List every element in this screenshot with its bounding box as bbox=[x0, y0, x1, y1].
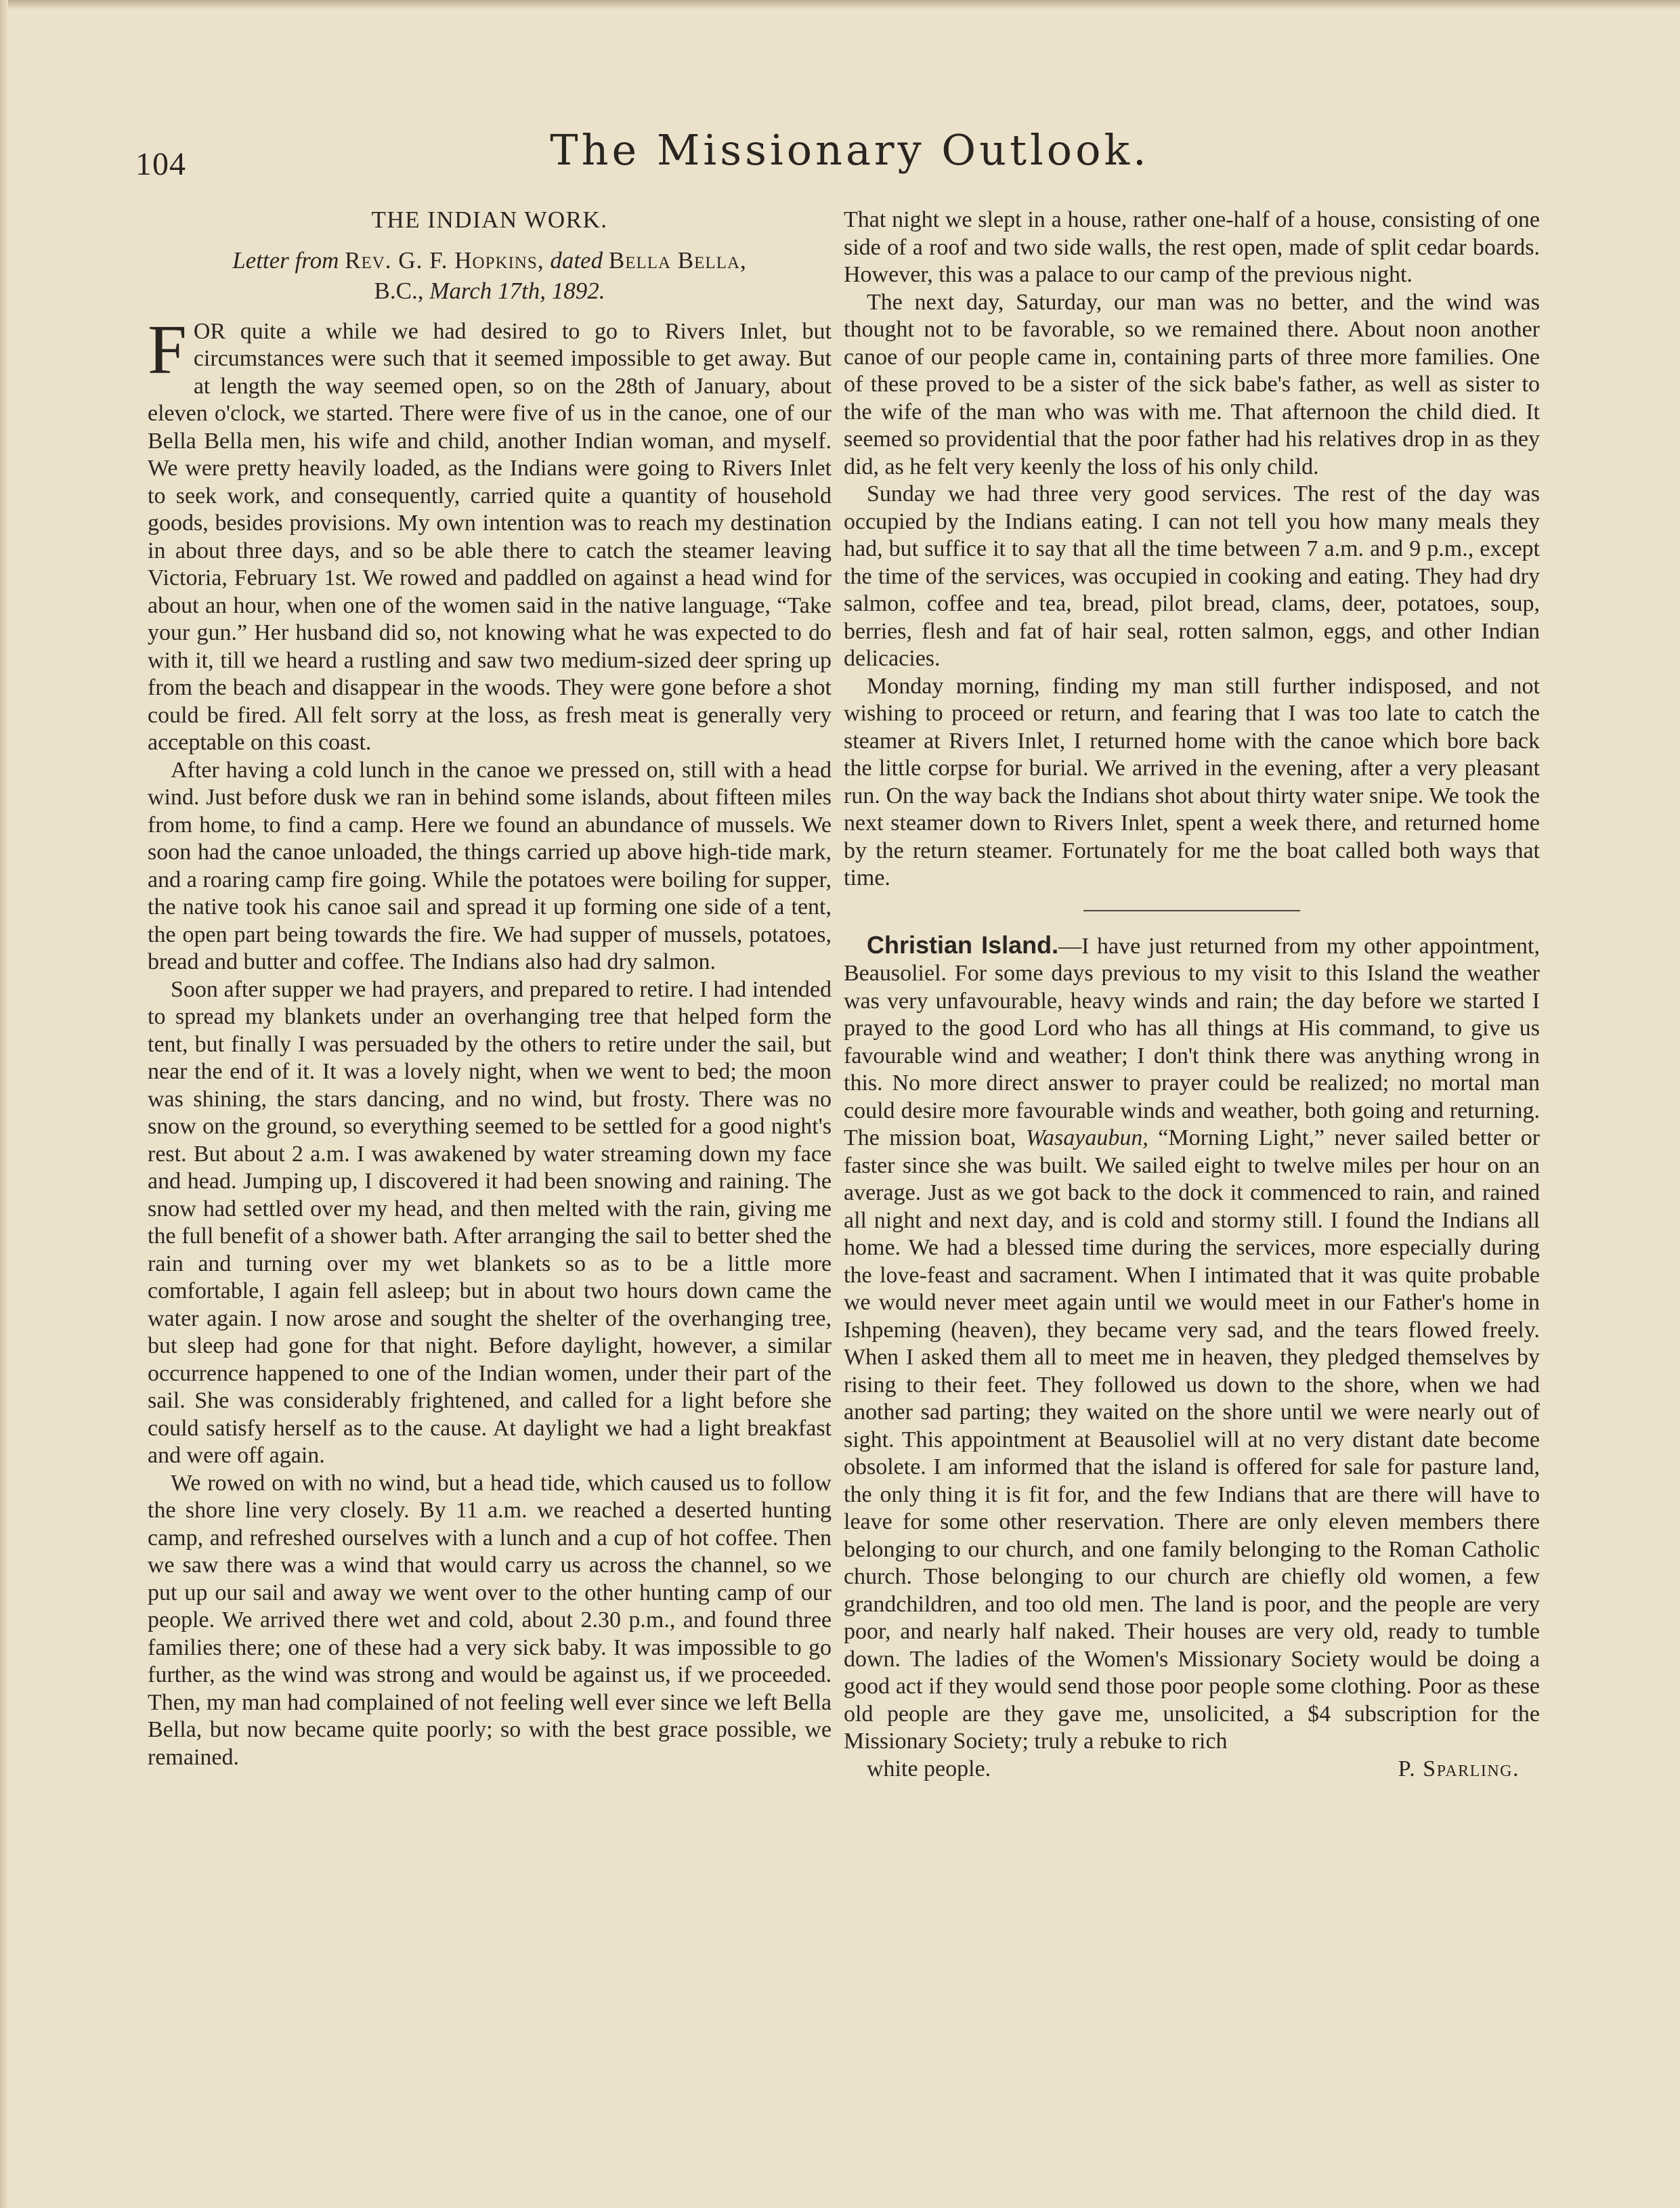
page-edge-shadow bbox=[0, 0, 1680, 9]
letter-province: B.C., bbox=[374, 277, 424, 304]
dated-label: dated bbox=[550, 246, 603, 274]
christian-island-heading: Christian Island. bbox=[867, 930, 1059, 959]
paragraph-text: OR quite a while we had desired to go to Rivers Inlet, but circumstances were such that it seemed impossible to get away. But at length the way seemed open, so on the 28th of January, about eleven o'clock, we started. There were five of us in the canoe, one of our Bella Bella men, his wife and child, another Indian woman, and myself. We were pretty heavily loaded, as the Indians were going to Rivers Inlet to seek work, and consequently, carried quite a quantity of household goods, besides provisions. My own intention was to reach my destination in about three days, and so be able there to catch the steamer leaving Victoria, February 1st. We rowed and paddled on against a head wind for about an hour, when one of the women said in the native language, “Take your gun.” Her husband did so, not knowing what he was expected to do with it, till we heard a rustling and saw two medium-sized deer spring up from the beach and disappear in the woods. They were gone before a shot could be fired. All felt sorry at the loss, as fresh meat is generally very acceptable on this coast. bbox=[148, 318, 832, 755]
page-number: 104 bbox=[135, 146, 186, 182]
paragraph-text: “Morning Light,” never sailed better or faster since she was built. We sailed eight to twelve miles per hour on an average. Just as we got back to the dock it commenced to rain, and rained all night and next day, and is cold and stormy still. I found the Indians all home. We had a blessed time during the services, more especially during the love-feast and sacrament. When I intimated that it was quite probable we would never meet again until we would meet in our Father's home in Ishpeming (heaven), they became very sad, and the tears flowed freely. When I asked them all to meet me in heaven, they pledged themselves by rising to their feet. They followed us down to the shore, when we had another sad parting; they waited on the shore until we were nearly out of sight. This appointment at Beausoliel will at no very distant date become obsolete. I am informed that the island is offered for sale for pasture land, the only thing it is fit for, and the few Indians that are there will have to leave for some other reservation. There are only eleven members there belonging to our church, and one family belonging to the Roman Catholic church. Those belonging to our church are chiefly old women, a few grandchildren, and too old men. The land is poor, and the people are very poor, and nearly half naked. Their houses are very old, ready to tumble down. The ladies of the Women's Missionary Society would be doing a good act if they would send those poor people some clothing. Poor as these old people are they gave me, unsolicited, a $4 subscription for the Missionary Society; truly a rebuke to rich bbox=[844, 1125, 1541, 1754]
paragraph bbox=[148, 310, 832, 757]
section-divider bbox=[1083, 910, 1300, 911]
paragraph: Soon after supper we had prayers, and prepared to retire. I had intended to spread my blankets under an overhanging tree that helped form the tent, but finally I was persuaded by the others to retire under the sail, but near the end of it. It was a lovely night, when we went to bed; the moon was shining, the stars dancing, and no wind, but frosty. There was no snow on the ground, so everything seemed to be settled for a good night's rest. But about 2 a.m. I was awakened by water streaming down my face and head. Jumping up, I discovered it had been snowing and raining. The snow had settled over my head, and then melted with the rain, giving me the full benefit of a shower bath. After arranging the sail to better shed the rain and turning over my wet blankets so as to be a little more comfortable, I again fell asleep; but in about two hours down came the water again. I now arose and sought the shelter of the overhanging tree, but sleep had gone for that night. Before daylight, however, a similar occurrence happened to one of the Indian women, under their part of the sail. She was considerably frightened, and called for a light before she could satisfy herself as to the cause. At daylight we had a light breakfast and were off again. bbox=[148, 976, 832, 1468]
paragraph: That night we slept in a house, rather one-half of a house, consisting of one side of a roof and two side walls, the rest open, made of split cedar boards. However, this was a palace to our camp of the previous night. bbox=[844, 207, 1540, 287]
paragraph: After having a cold lunch in the canoe we pressed on, still with a head wind. Just before dusk we ran in behind some islands, about fifteen miles from home, to find a camp. Here we found an abundance of mussels. We soon had the canoe unloaded, the things carried up above high-tide mark, and a roaring camp fire going. While the potatoes were boiling for supper, the native took his canoe sail and spread it up forming one side of a tent, the open part being towards the fire. We had supper of mussels, potatoes, bread and butter and coffee. The Indians also had dry salmon. bbox=[148, 757, 832, 974]
letter-date: March 17th, 1892. bbox=[429, 277, 605, 304]
section-title: THE INDIAN WORK. bbox=[371, 207, 608, 233]
paragraph-text: —I have just returned from my other appointment, Beausoliel. For some days previous to my visit to this Island the weather was very unfavourable, heavy winds and rain; the day before we started I prayed to the good Lord who has all things at His command, to give us favourable wind and weather; I don't think there was anything wrong in this. No more direct answer to prayer could be realized; no mortal man could desire more favourable winds and weather, both going and returning. The mission boat, bbox=[844, 933, 1540, 1150]
closing-text: white people. bbox=[867, 1756, 991, 1781]
masthead-title: The Missionary Outlook. bbox=[550, 125, 1150, 175]
paragraph: Monday morning, finding my man still further indisposed, and not wishing to proceed or return, and fearing that I was too late to catch the steamer at Rivers Inlet, I returned home with the canoe which bore back the little corpse for burial. We arrived in the evening, after a very pleasant run. On the way back the Indians shot about thirty water snipe. We took the next steamer down to Rivers Inlet, spent a week there, and returned home by the return steamer. Fortunately for me the boat called both ways that time. bbox=[844, 673, 1540, 890]
paragraph: The next day, Saturday, our man was no better, and the wind was thought not to be favorable, so we remained there. About noon another canoe of our people came in, containing parts of three more families. One of these proved to be a sister of the sick babe's father, as well as sister to the wife of the man who was with me. That afternoon the child died. It seemed so providential that the poor father had his relatives drop in as they did, as he felt very keenly the loss of his only child. bbox=[844, 289, 1540, 479]
left-column bbox=[148, 207, 832, 1771]
letter-place: Bella Bella, bbox=[608, 246, 747, 274]
paragraph: Sunday we had three very good services. The rest of the day was occupied by the Indians eating. I can not tell you how many meals they had, but suffice it to say that all the time between 7 a.m. and 9 p.m., except the time of the services, was occupied in cooking and eating. They had dry salmon, coffee and tea, bread, pilot bread, clams, deer, potatoes, soup, berries, flesh and fat of hair seal, rotten salmon, eggs, and other Indian delicacies. bbox=[844, 481, 1540, 671]
author-signature: P. Sparling. bbox=[1398, 1756, 1520, 1781]
signature-line bbox=[844, 1756, 1540, 1783]
page-gutter-shadow bbox=[0, 0, 8, 2208]
author-name: Rev. G. F. Hopkins, bbox=[345, 246, 544, 274]
paragraph: We rowed on with no wind, but a head tide, which caused us to follow the shore line very closely. By 11 a.m. we reached a deserted hunting camp, and refreshed ourselves with a lunch and a cup of hot coffee. Then we saw there was a wind that would carry us across the channel, so we put up our sail and away we went over to the other hunting camp of our people. We arrived there wet and cold, about 2.30 p.m., and found three families there; one of these had a very sick baby. It was impossible to go further, as the wind was strong and would be against us, if we proceeded. Then, my man had complained of not feeling well ever since we left Bella Bella, but now became quite poorly; so with the best grace possible, we remained. bbox=[148, 1470, 832, 1770]
right-column bbox=[844, 207, 1540, 1783]
page-header bbox=[135, 125, 1564, 186]
letter-from-label: Letter from bbox=[232, 246, 339, 274]
boat-name: Wasayaubun, bbox=[1025, 1125, 1148, 1150]
christian-island-paragraph bbox=[844, 932, 1540, 1756]
letter-heading bbox=[168, 245, 811, 306]
drop-cap: F bbox=[148, 310, 187, 389]
